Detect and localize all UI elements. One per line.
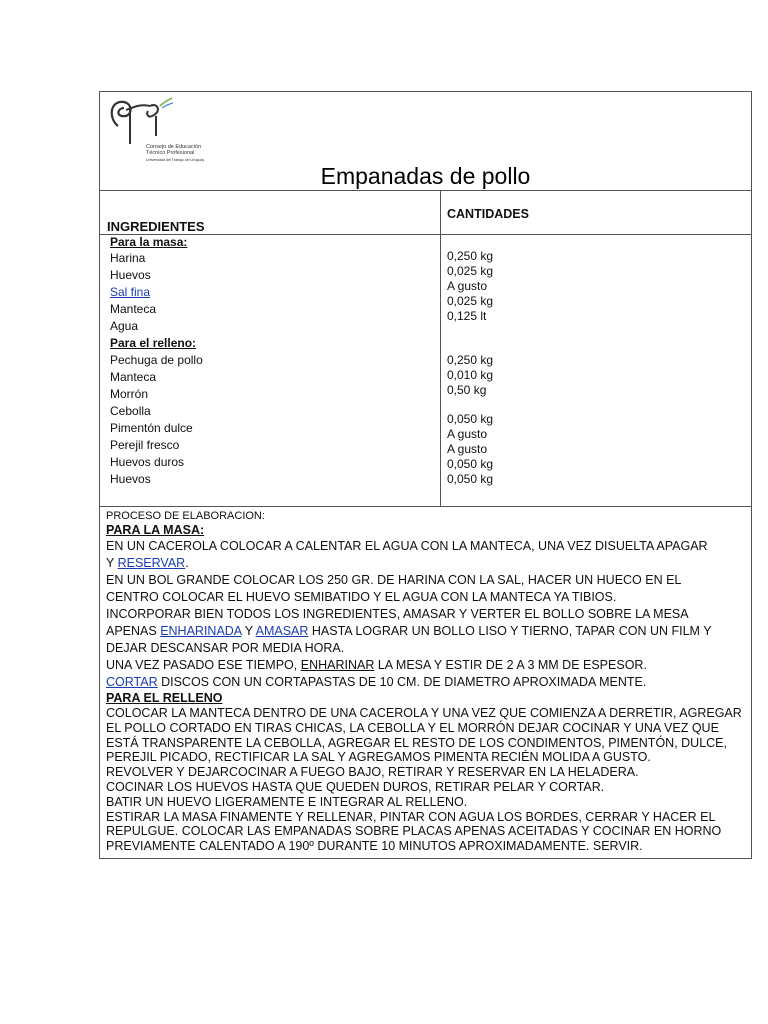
process-line: CENTRO COLOCAR EL HUEVO SEMIBATIDO Y EL AGUA CON LA MANTECA YA TIBIOS. xyxy=(106,590,617,604)
process-line: EN UN CACEROLA COLOCAR A CALENTAR EL AGUA CON LA MANTECA, UNA VEZ DISUELTA APAGAR xyxy=(106,539,708,553)
ingredients-table-header xyxy=(100,191,751,235)
amasar-link[interactable]: AMASAR xyxy=(255,624,309,638)
quantity-item: 0,050 kg xyxy=(447,457,494,471)
spacer xyxy=(447,398,751,412)
page-title: Empanadas de pollo xyxy=(320,163,531,189)
ingredient-item: Pechuga de pollo xyxy=(110,353,203,367)
ingredients-list xyxy=(100,235,440,488)
ingredient-item: Perejil fresco xyxy=(110,438,180,452)
process-line: BATIR UN HUEVO LIGERAMENTE E INTEGRAR AL RELLENO. xyxy=(106,794,468,809)
process-line: INCORPORAR BIEN TODOS LOS INGREDIENTES, AMASAR Y VERTER EL BOLLO SOBRE LA MESA xyxy=(106,607,689,621)
quantity-item: A gusto xyxy=(447,427,488,441)
relleno-colon: : xyxy=(192,336,197,350)
quantity-item: A gusto xyxy=(447,279,488,293)
process-line xyxy=(106,623,751,640)
ingredient-item-link[interactable] xyxy=(110,284,440,301)
quantity-item: 0,125 lt xyxy=(447,309,487,323)
process-line: REVOLVER Y DEJARCOCINAR A FUEGO BAJO, RETIRAR Y RESERVAR EN LA HELADERA. xyxy=(106,765,639,780)
process-line: COCINAR LOS HUEVOS HASTA QUE QUEDEN DUROS, RETIRAR PELAR Y CORTAR. xyxy=(106,779,605,794)
quantity-item: 0,050 kg xyxy=(447,472,494,486)
text: Y xyxy=(241,624,256,638)
logo-mark-icon xyxy=(106,96,176,146)
process-label: PROCESO DE ELABORACION: xyxy=(106,510,265,522)
text: UNA VEZ PASADO ESE TIEMPO, xyxy=(106,658,301,672)
text: HASTA LOGRAR UN BOLLO LISO Y TIERNO, TAPAR CON UN FILM Y xyxy=(308,624,712,638)
text: APENAS xyxy=(106,624,161,638)
quantity-item: 0,025 kg xyxy=(447,294,494,308)
ingredient-item: Pimentón dulce xyxy=(110,421,193,435)
text: . xyxy=(185,556,189,570)
process-section xyxy=(100,507,751,858)
text: LA MESA Y ESTIR DE 2 A 3 MM DE ESPESOR. xyxy=(374,658,647,672)
process-line xyxy=(106,674,751,691)
logo-line-3: Universidad del Trabajo del Uruguay xyxy=(146,157,205,162)
process-line: DEJAR DESCANSAR POR MEDIA HORA. xyxy=(106,641,345,655)
logo-text xyxy=(146,144,204,163)
process-paragraph: COLOCAR LA MANTECA DENTRO DE UNA CACEROLA Y UNA VEZ QUE COMIENZA A DERRETIR, AGREGAR EL POLLO CORTADO EN TIRAS CHICAS, LA CEBOLLA Y EL MORRÓN DEJAR COCINAR Y UNA VEZ QUE ESTÁ TRANSPARENTE LA CEBOLLA, AGREGAR EL RESTO DE LOS CONDIMENTOS, PIMENTÓN, DULCE, PEREJIL PICADO, RECTIFICAR LA SAL Y AGREGAMOS PIMENTA RECIÉN MOLIDA A GUSTO. xyxy=(106,706,742,765)
quantity-item: 0,010 kg xyxy=(447,368,494,382)
document-header xyxy=(100,92,751,191)
enharinar-underlined: ENHARINAR xyxy=(300,658,375,672)
ingredients-cell xyxy=(100,235,441,506)
ingredients-table-body xyxy=(100,235,751,507)
relleno-subheader xyxy=(110,335,440,352)
quantities-cell xyxy=(441,235,751,506)
text: Y xyxy=(106,556,118,570)
ingredient-item: Manteca xyxy=(110,370,157,384)
spacer xyxy=(447,324,751,353)
enharinada-link[interactable]: ENHARINADA xyxy=(160,624,242,638)
quantities-header-cell xyxy=(441,191,751,234)
process-line xyxy=(106,555,751,572)
sal-fina-link[interactable]: Sal fina xyxy=(110,285,151,299)
ingredient-item: Huevos duros xyxy=(110,455,185,469)
quantity-item: 0,025 kg xyxy=(447,264,494,278)
quantity-item: 0,250 kg xyxy=(447,249,494,263)
masa-section-title: PARA LA MASA: xyxy=(106,523,205,537)
process-line xyxy=(106,657,751,674)
ingredient-item: Harina xyxy=(110,251,146,265)
quantities-header: CANTIDADES xyxy=(447,207,529,221)
masa-subheader: Para la masa: xyxy=(110,235,188,249)
process-line: EN UN BOL GRANDE COLOCAR LOS 250 GR. DE HARINA CON LA SAL, HACER UN HUECO EN EL xyxy=(106,573,682,587)
text: DISCOS CON UN CORTAPASTAS DE 10 CM. DE DIAMETRO APROXIMADA MENTE. xyxy=(157,675,647,689)
logo-line-2: Técnico Profesional xyxy=(146,150,195,157)
relleno-subheader-text: Para el relleno xyxy=(110,336,193,350)
logo-line-1: Consejo de Educación xyxy=(146,144,202,150)
ingredients-header-cell xyxy=(100,191,441,234)
ingredients-header: INGREDIENTES xyxy=(107,219,205,234)
quantity-item: 0,50 kg xyxy=(447,383,487,397)
ingredient-item: Huevos xyxy=(110,268,151,282)
relleno-section-title: PARA EL RELLENO xyxy=(106,691,223,705)
quantity-item: A gusto xyxy=(447,442,488,456)
cetp-logo xyxy=(106,96,216,166)
ingredient-item: Morrón xyxy=(110,387,149,401)
quantities-list xyxy=(441,235,751,487)
ingredient-item: Cebolla xyxy=(110,404,151,418)
recipe-document xyxy=(99,91,752,859)
process-paragraph: ESTIRAR LA MASA FINAMENTE Y RELLENAR, PINTAR CON AGUA LOS BORDES, CERRAR Y HACER EL REPULGUE. COLOCAR LAS EMPANADAS SOBRE PLACAS APENAS ACEITADAS Y COCINAR EN HORNO PREVIAMENTE CALENTADO A 190º DURANTE 10 MINUTOS APROXIMADAMENTE. SERVIR. xyxy=(106,809,722,854)
cortar-link[interactable]: CORTAR xyxy=(106,675,158,689)
quantity-item: 0,050 kg xyxy=(447,412,494,426)
ingredient-item: Huevos xyxy=(110,472,151,486)
quantity-item: 0,250 kg xyxy=(447,353,494,367)
reservar-link[interactable]: RESERVAR xyxy=(117,556,186,570)
ingredient-item: Manteca xyxy=(110,302,157,316)
ingredient-item: Agua xyxy=(110,319,139,333)
